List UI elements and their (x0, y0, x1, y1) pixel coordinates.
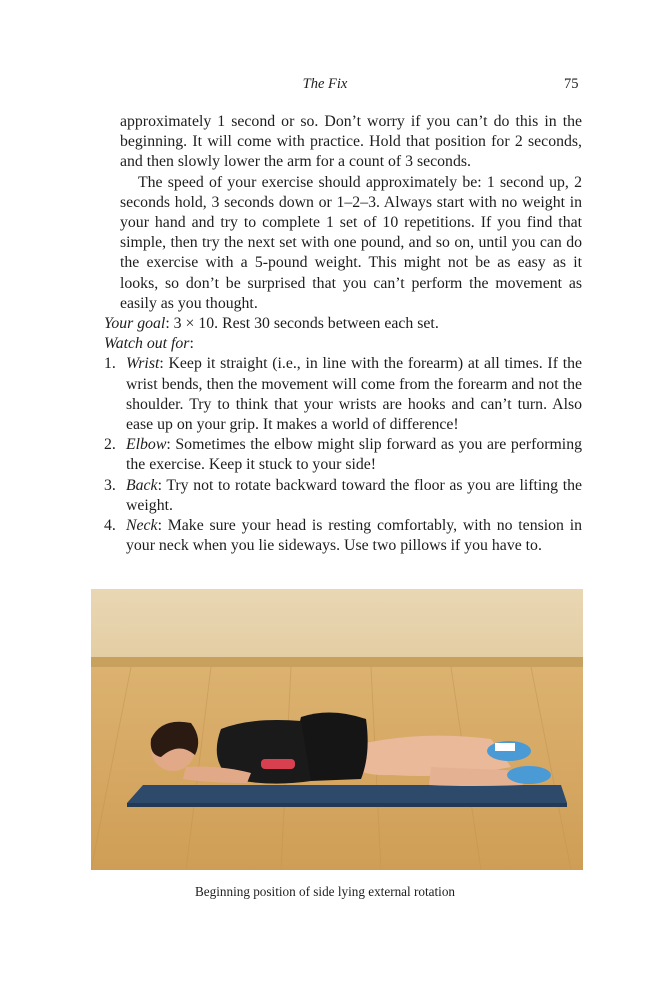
list-text: : Sometimes the elbow might slip forward as you are performing the exercise. Keep it stuck to your side! (126, 436, 582, 474)
list-number: 3. (104, 476, 116, 494)
exercise-photo (91, 589, 583, 870)
exercise-illustration (91, 589, 583, 870)
baseboard (91, 657, 583, 667)
exercise-mat (127, 785, 567, 803)
running-header-title: The Fix (302, 76, 348, 92)
list-text: : Make sure your head is resting comfortably, with no tension in your neck when you lie sideways. Use two pillows if you have to. (126, 517, 582, 555)
goal-line (104, 314, 582, 334)
list-item (104, 516, 582, 556)
list-term: Elbow (126, 436, 167, 454)
list-text: : Keep it straight (i.e., in line with the forearm) at all times. If the wrist bends, then the movement will come from the forearm and not the shoulder. Try to think that your wrists are hooks and can’t turn. Also ease up on your grip. It makes a world of difference! (126, 355, 582, 434)
paragraph-2: The speed of your exercise should approximately be: 1 second up, 2 seconds hold, 3 seconds down or 1–2–3. Always start with no weight in your hand and try to complete 1 set of 10 repetitions. If you find that simple, then try the next set with one pound, and so on, until you can do the exercise with a 5-pound weight. This might not be as easy as it looks, so don’t be surprised that you can’t perform the movement as easily as you thought. (120, 173, 582, 312)
wall (91, 589, 583, 659)
list-text: : Try not to rotate backward toward the floor as you are lifting the weight. (126, 476, 582, 514)
list-number: 1. (104, 355, 116, 373)
watch-out-label: Watch out for (104, 335, 190, 353)
goal-label: Your goal (104, 315, 166, 333)
watch-out-list (104, 354, 582, 556)
figure-caption: Beginning position of side lying external rotation (194, 884, 456, 899)
watch-out-suffix: : (189, 335, 194, 353)
list-term: Back (126, 476, 158, 494)
list-item (104, 476, 582, 516)
list-number: 2. (104, 436, 116, 454)
watch-out-line (104, 334, 582, 354)
list-term: Neck (126, 517, 158, 535)
page-number: 75 (564, 76, 579, 92)
list-item (104, 435, 582, 475)
paragraph-1: approximately 1 second or so. Don’t worry if you can’t do this in the beginning. It will come with practice. Hold that position for 2 seconds, and then slowly lower the arm for a count of 3 seconds. (120, 113, 582, 171)
list-number: 4. (104, 517, 116, 535)
list-item (104, 354, 582, 435)
list-term: Wrist (126, 355, 160, 373)
goal-text: : 3 × 10. Rest 30 seconds between each set. (165, 315, 439, 333)
body-text (104, 112, 582, 556)
